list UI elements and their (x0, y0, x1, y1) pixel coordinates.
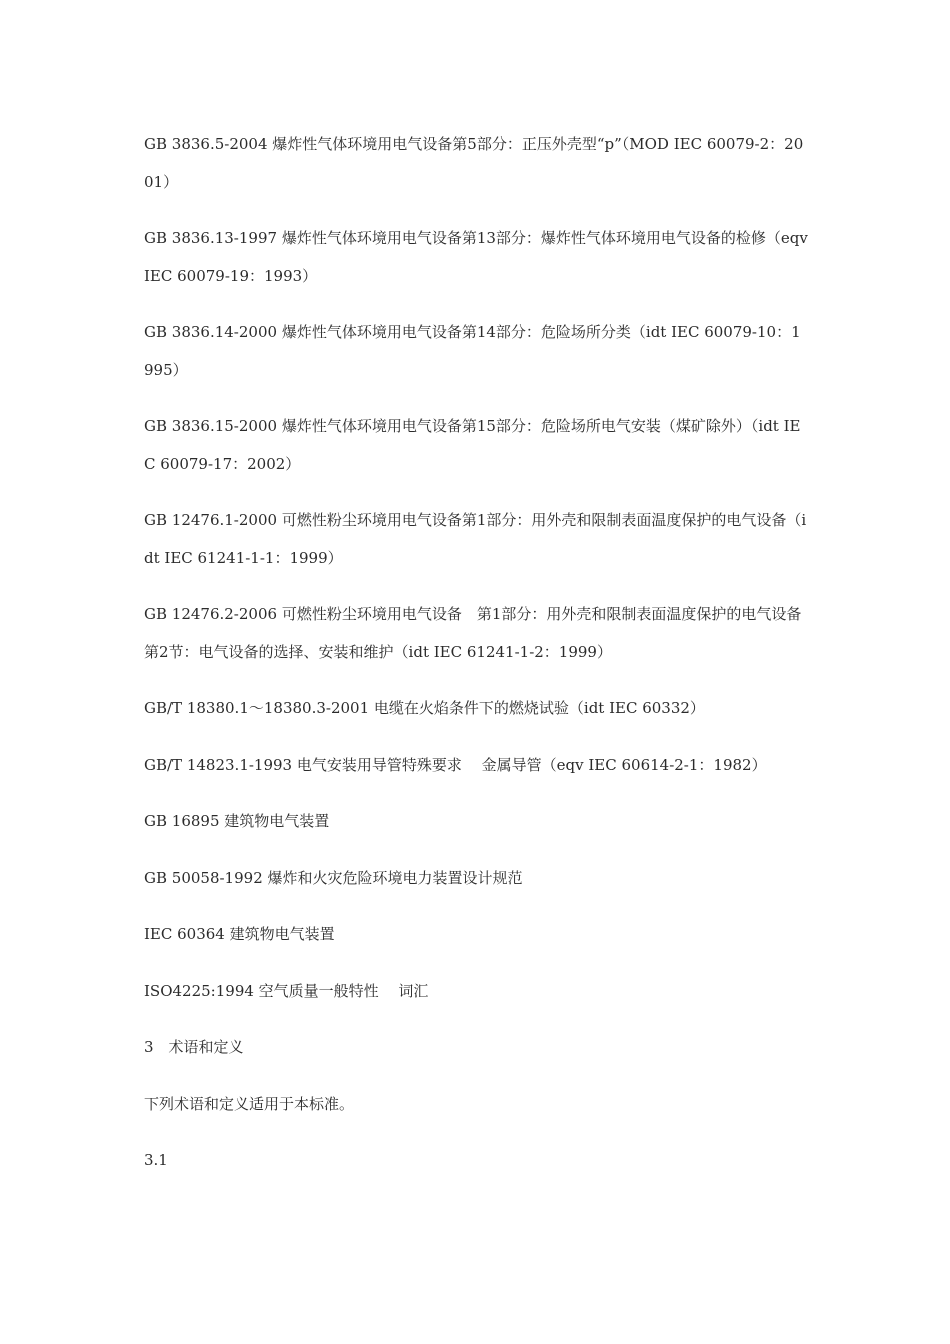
section-intro: 下列术语和定义适用于本标准。 (144, 1094, 355, 1113)
reference-gbt18380: GB/T 18380.1～18380.3-2001 电缆在火焰条件下的燃烧试验（idt IEC 60332） (144, 699, 705, 717)
reference-gb3836-13: GB 3836.13-1997 爆炸性气体环境用电气设备第13部分：爆炸性气体环境用电气设备的检修（eqv IEC 60079-19：1993） (144, 229, 808, 285)
clause-number: 3.1 (144, 1151, 168, 1169)
reference-gb12476-2: GB 12476.2-2006 可燃性粉尘环境用电气设备 第1部分：用外壳和限制表面温度保护的电气设备 第2节：电气设备的选择、安装和维护（idt IEC 61241-1-2：1999） (144, 605, 817, 661)
reference-gbt14823: GB/T 14823.1-1993 电气安装用导管特殊要求 金属导管（eqv IEC 60614-2-1：1982） (144, 755, 767, 774)
reference-gb3836-15: GB 3836.15-2000 爆炸性气体环境用电气设备第15部分：危险场所电气安装（煤矿除外）（idt IEC 60079-17：2002） (144, 417, 801, 473)
reference-gb3836-5: GB 3836.5-2004 爆炸性气体环境用电气设备第5部分：正压外壳型“p”（MOD IEC 60079-2：2001） (144, 135, 804, 191)
reference-gb16895: GB 16895 建筑物电气装置 (144, 812, 330, 830)
reference-gb12476-1: GB 12476.1-2000 可燃性粉尘环境用电气设备第1部分：用外壳和限制表面温度保护的电气设备（idt IEC 61241-1-1：1999） (144, 511, 807, 567)
reference-iec60364: IEC 60364 建筑物电气装置 (144, 925, 335, 943)
document-body (144, 126, 817, 1199)
section-heading: 3 术语和定义 (144, 1038, 244, 1056)
reference-gb3836-14: GB 3836.14-2000 爆炸性气体环境用电气设备第14部分：危险场所分类（idt IEC 60079-10：1995） (144, 323, 801, 379)
reference-iso4225: ISO4225:1994 空气质量一般特性 词汇 (144, 981, 429, 1000)
reference-gb50058: GB 50058-1992 爆炸和火灾危险环境电力装置设计规范 (144, 868, 523, 887)
